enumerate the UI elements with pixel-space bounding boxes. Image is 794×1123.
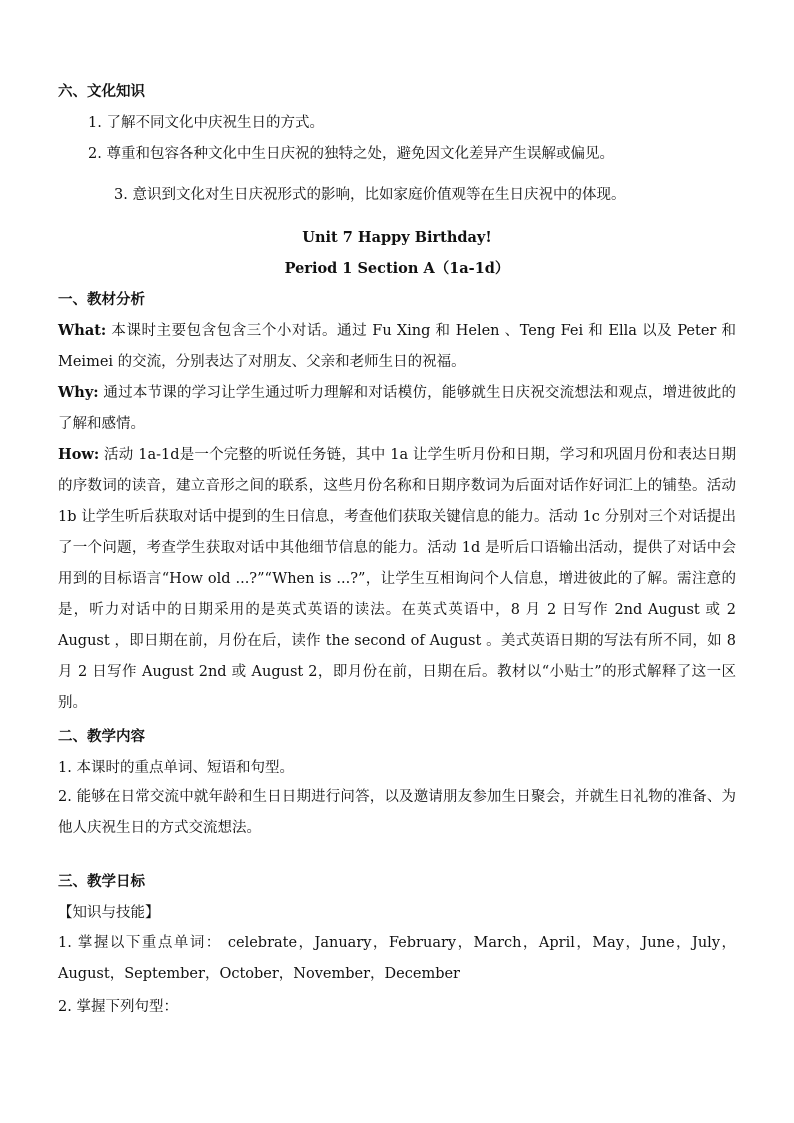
why-label: Why: — [58, 384, 99, 401]
culture-item-1: 1. 了解不同文化中庆祝生日的方式。 — [88, 115, 324, 131]
goals-item-1: 1. 掌握以下重点单词： celebrate，January，February，March，April，May，June，July，August，September，October，November，December — [58, 935, 736, 982]
unit-title: Unit 7 Happy Birthday! — [302, 229, 492, 246]
why-paragraph — [58, 377, 736, 440]
how-label: How: — [58, 446, 100, 463]
section-heading-content: 二、教学内容 — [58, 728, 145, 745]
goals-subheading: 【知识与技能】 — [58, 905, 160, 921]
how-paragraph — [58, 439, 736, 719]
what-text: 本课时主要包含包含三个小对话。通过 Fu Xing 和 Helen 、Teng Fei 和 Ella 以及 Peter 和 Meimei 的交流，分别表达了对朋友、父亲和老师生日的祝福。 — [58, 323, 736, 370]
what-label: What: — [58, 322, 107, 339]
period-title: Period 1 Section A（1a-1d） — [284, 260, 510, 277]
goals-item-2: 2. 掌握下列句型： — [58, 999, 178, 1015]
culture-item-2: 2. 尊重和包容各种文化中生日庆祝的独特之处，避免因文化差异产生误解或偏见。 — [88, 146, 614, 162]
why-text: 通过本节课的学习让学生通过听力理解和对话模仿，能够就生日庆祝交流想法和观点，增进彼此的了解和感情。 — [58, 385, 736, 432]
section-heading-analysis: 一、教材分析 — [58, 291, 145, 308]
content-item-1: 1. 本课时的重点单词、短语和句型。 — [58, 760, 294, 776]
how-text: 活动 1a-1d是一个完整的听说任务链，其中 1a 让学生听月份和日期，学习和巩固月份和表达日期的序数词的读音，建立音形之间的联系，这些月份名称和日期序数词为后面对话作好词汇上的铺垫。活动 1b 让学生听后获取对话中提到的生日信息，考查他们获取关键信息的能力。活动 1c 分别对三个对话提出了一个问题，考查学生获取对话中其他细节信息的能力。活动 1d 是听后口语输出活动，提供了对话中会用到的目标语言“How old ...?”“When is ...?”，让学生互相询问个人信息，增进彼此的了解。需注意的是，听力对话中的日期采用的是英式英语的读法。在英式英语中，8 月 2 日写作 2nd August 或 2 August ，即日期在前，月份在后，读作 the second of August 。美式英语日期的写法有所不同，如 8 月 2 日写作 August 2nd 或 August 2，即月份在前，日期在后。教材以“小贴士”的形式解释了这一区别。 — [58, 447, 736, 711]
section-heading-culture: 六、文化知识 — [58, 83, 145, 100]
culture-item-3: 3. 意识到文化对生日庆祝形式的影响，比如家庭价值观等在生日庆祝中的体现。 — [114, 187, 626, 203]
section-heading-goals: 三、教学日标 — [58, 873, 145, 890]
what-paragraph — [58, 315, 736, 378]
content-item-2: 2. 能够在日常交流中就年龄和生日日期进行问答，以及邀请朋友参加生日聚会，并就生日礼物的准备、为他人庆祝生日的方式交流想法。 — [58, 789, 736, 836]
